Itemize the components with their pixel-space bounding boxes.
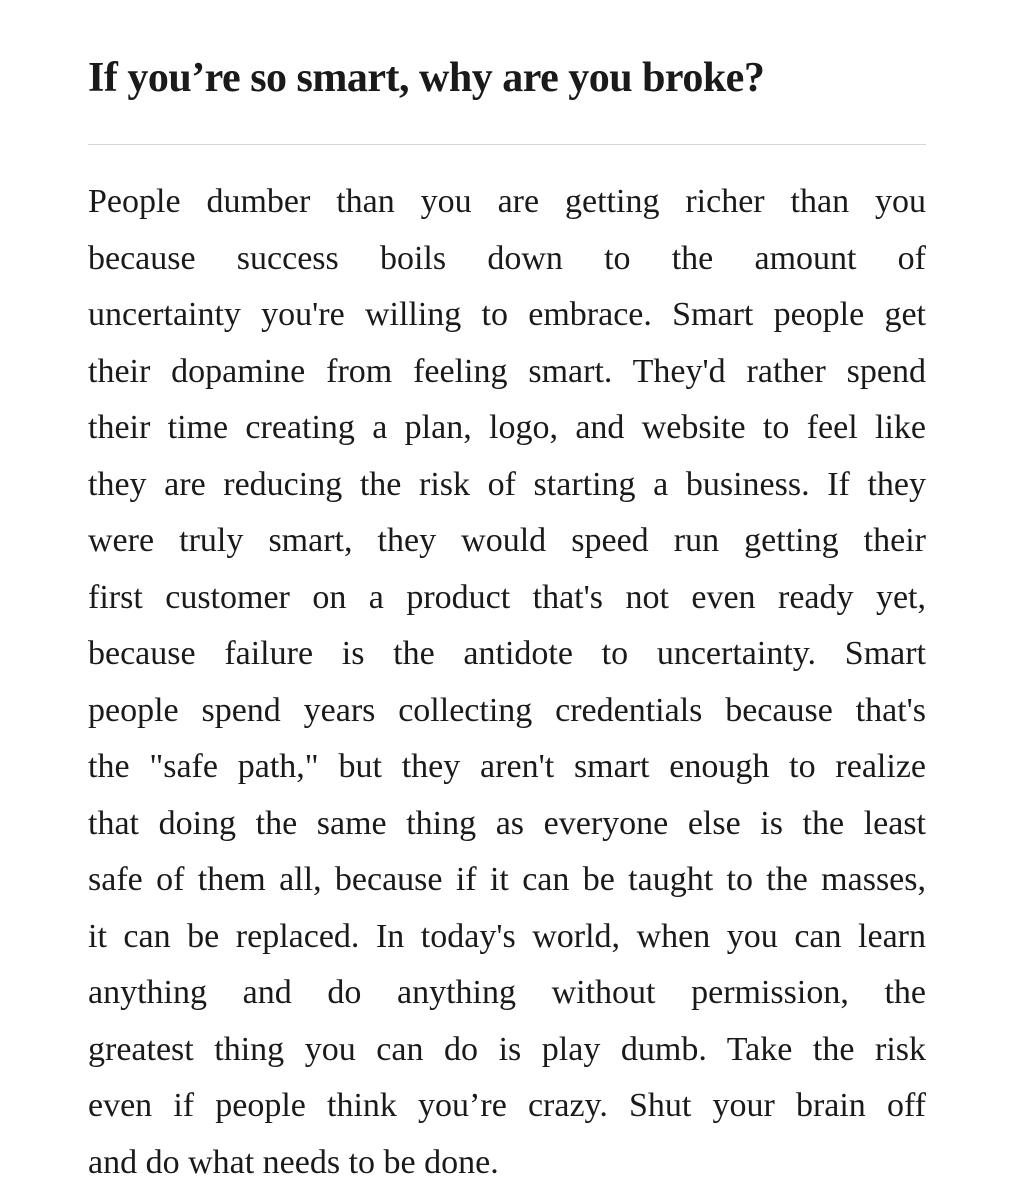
body-line: anything and do anything without permission, the: [88, 974, 926, 1011]
body-line: the "safe path," but they aren't smart enough to realize: [88, 748, 926, 785]
body-line: they are reducing the risk of starting a business. If they: [88, 465, 926, 503]
body-line: first customer on a product that's not even ready yet,: [88, 578, 926, 616]
body-line: that doing the same thing as everyone else is the least: [88, 804, 926, 842]
body-line: safe of them all, because if it can be taught to the masses,: [88, 861, 926, 898]
body-line: it can be replaced. In today's world, when you can learn: [88, 917, 926, 955]
body-line: and do what needs to be done.: [88, 1143, 499, 1181]
body-line: were truly smart, they would speed run getting their: [88, 522, 926, 559]
body-line: even if people think you’re crazy. Shut your brain off: [88, 1087, 926, 1124]
title-divider: [88, 144, 926, 145]
body-line: people spend years collecting credentials because that's: [88, 691, 926, 729]
body-line: uncertainty you're willing to embrace. Smart people get: [88, 296, 926, 333]
body-line: because failure is the antidote to uncertainty. Smart: [88, 635, 926, 672]
body-line: greatest thing you can do is play dumb. Take the risk: [88, 1030, 926, 1068]
body-line: their dopamine from feeling smart. They'd rather spend: [88, 352, 926, 390]
body-line: People dumber than you are getting richer than you: [88, 183, 926, 220]
body-line: because success boils down to the amount of: [88, 239, 926, 277]
body-line: their time creating a plan, logo, and website to feel like: [88, 409, 926, 446]
article-title: If you’re so smart, why are you broke?: [88, 55, 765, 101]
article-body: [88, 174, 926, 1191]
